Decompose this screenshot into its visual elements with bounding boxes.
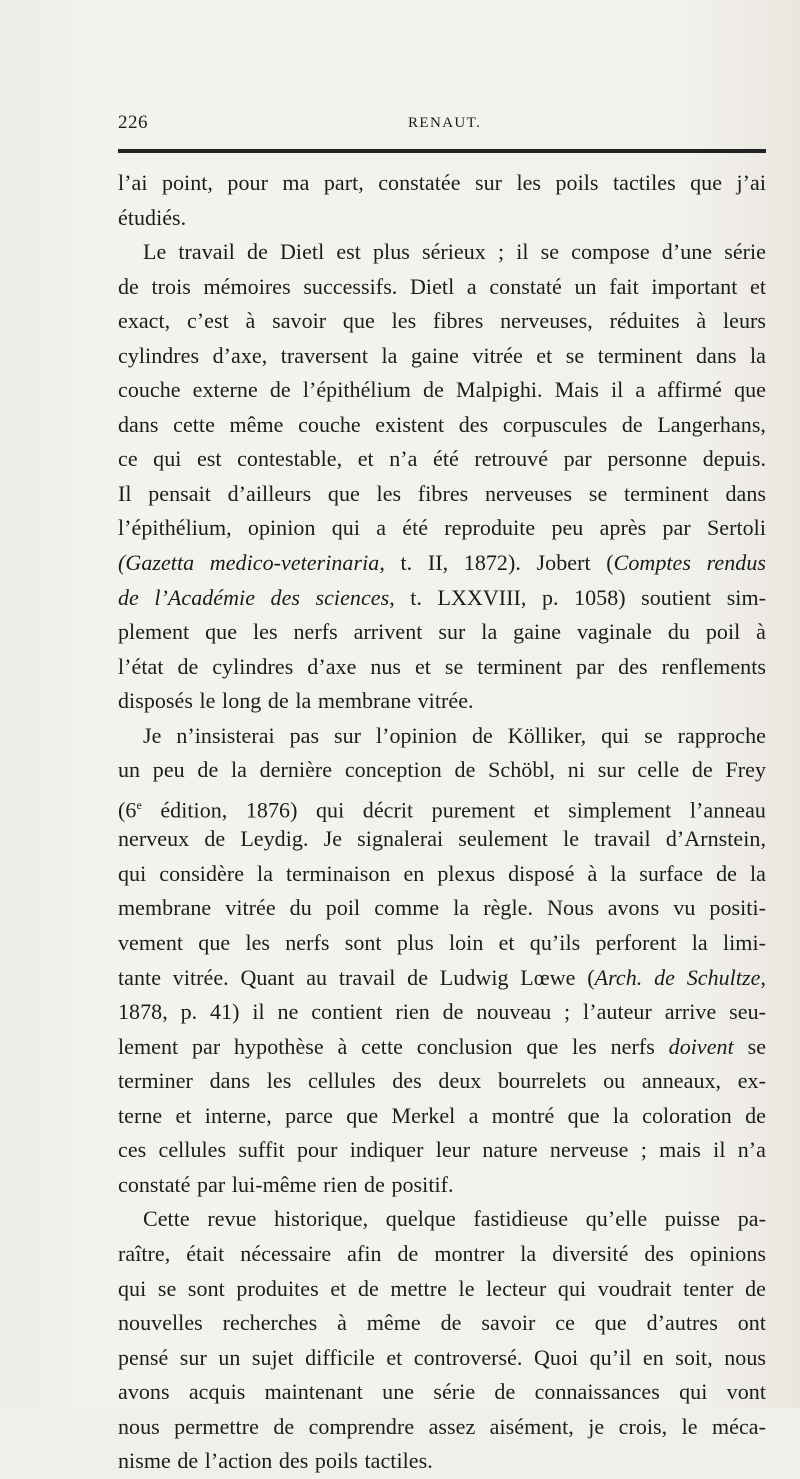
text-line: l’épithélium, opinion qui a été reproduite peu après par Sertoli — [118, 515, 766, 541]
text-line: l’ai point, pour ma part, constatée sur les poils tactiles que j’ai — [118, 170, 766, 195]
text-line: un peu de la dernière conception de Schöbl, ni sur celle de Frey — [118, 757, 766, 783]
citation-text: tante vitrée. Quant au travail de Ludwig Lœwe ( — [118, 964, 595, 990]
text-line: avons acquis maintenant une série de connaissances qui vont — [118, 1379, 766, 1405]
text-line: qui considère la terminaison en plexus disposé à la surface de la — [118, 860, 766, 886]
text-line: Il pensait d’ailleurs que les fibres nerveuses se terminent dans — [118, 480, 766, 506]
text-line: qui se sont produites et de mettre le lecteur qui voudrait tenter de — [118, 1275, 766, 1301]
text-line: cylindres d’axe, traversent la gaine vitrée et se terminent dans la — [118, 342, 766, 368]
text-line: Je n’insisterai pas sur l’opinion de Kölliker, qui se rapproche — [143, 722, 766, 748]
text-line-with-citation — [118, 961, 766, 996]
edition-text: édition, 1876) qui décrit purement et simplement l’anneau — [141, 797, 766, 823]
body-text — [118, 166, 766, 1479]
text-line: nouvelles recherches à même de savoir ce que d’autres ont — [118, 1310, 766, 1336]
text-line: plement que les nerfs arrivent sur la gaine vaginale du poil à — [118, 619, 766, 645]
text-line: terminer dans les cellules des deux bourrelets ou anneaux, ex- — [118, 1068, 766, 1094]
running-head — [118, 112, 766, 142]
text-line: pensé sur un sujet difficile et controversé. Quoi qu’il en soit, nous — [118, 1344, 766, 1370]
running-title: RENAUT. — [408, 115, 482, 131]
citation-text: , t. II, 1872). Jobert ( — [379, 550, 614, 576]
text-line: l’état de cylindres d’axe nus et se terminent par des renflements — [118, 653, 766, 679]
text-line-with-citation — [118, 581, 766, 616]
text-line: nous permettre de comprendre assez aisément, je crois, le méca- — [118, 1413, 766, 1439]
journal-title: Comptes rendus — [613, 550, 766, 576]
text-line-with-emphasis — [118, 1030, 766, 1065]
text-line: vement que les nerfs sont plus loin et qu’ils perforent la limi- — [118, 930, 766, 956]
citation-text: , t. LXXVIII, p. 1058) soutient sim- — [389, 584, 767, 610]
text-line: Cette revue historique, quelque fastidieuse qu’elle puisse pa- — [143, 1206, 766, 1232]
text-line: nisme de l’action des poils tactiles. — [118, 1448, 433, 1474]
text-line: ces cellules suffit pour indiquer leur nature nerveuse ; mais il n’a — [118, 1137, 766, 1163]
text-line: ce qui est contestable, et n’a été retrouvé par personne depuis. — [118, 446, 766, 472]
header-rule — [118, 149, 766, 153]
text-line: couche externe de l’épithélium de Malpighi. Mais il a affirmé que — [118, 377, 766, 403]
journal-title: de l’Académie des sciences — [118, 584, 390, 610]
text-line: constaté par lui-même rien de positif. — [118, 1171, 454, 1197]
text-line-with-citation — [118, 546, 766, 581]
text-line: exact, c’est à savoir que les fibres nerveuses, réduites à leurs — [118, 308, 766, 334]
body-segment: lement par hypothèse à cette conclusion que les nerfs — [118, 1033, 669, 1059]
citation-text: , — [760, 964, 766, 990]
emphasized-word: doivent — [668, 1033, 734, 1059]
text-line: terne et interne, parce que Merkel a montré que la coloration de — [118, 1102, 766, 1128]
text-line: disposés le long de la membrane vitrée. — [118, 688, 474, 714]
text-line: raître, était nécessaire afin de montrer la diversité des opinions — [118, 1240, 766, 1266]
page-number: 226 — [118, 112, 148, 133]
text-line: Le travail de Dietl est plus sérieux ; il se compose d’une série — [143, 239, 766, 265]
journal-title: (Gazetta medico-veterinaria — [118, 550, 380, 576]
text-line: étudiés. — [118, 204, 187, 230]
text-line: dans cette même couche existent des corpuscules de Langerhans, — [118, 411, 766, 437]
body-segment: se — [733, 1033, 767, 1059]
journal-title: Arch. de Schultze — [594, 964, 761, 990]
text-line: nerveux de Leydig. Je signalerai seulement le travail d’Arnstein, — [118, 826, 766, 852]
text-line-with-edition — [118, 788, 766, 823]
text-line: membrane vitrée du poil comme la règle. Nous avons vu positi- — [118, 895, 766, 921]
edition-prefix: (6 — [118, 797, 137, 823]
text-line: 1878, p. 41) il ne contient rien de nouveau ; l’auteur arrive seu- — [118, 999, 766, 1025]
edition-superscript: e — [136, 797, 142, 812]
text-line: de trois mémoires successifs. Dietl a constaté un fait important et — [118, 273, 766, 299]
